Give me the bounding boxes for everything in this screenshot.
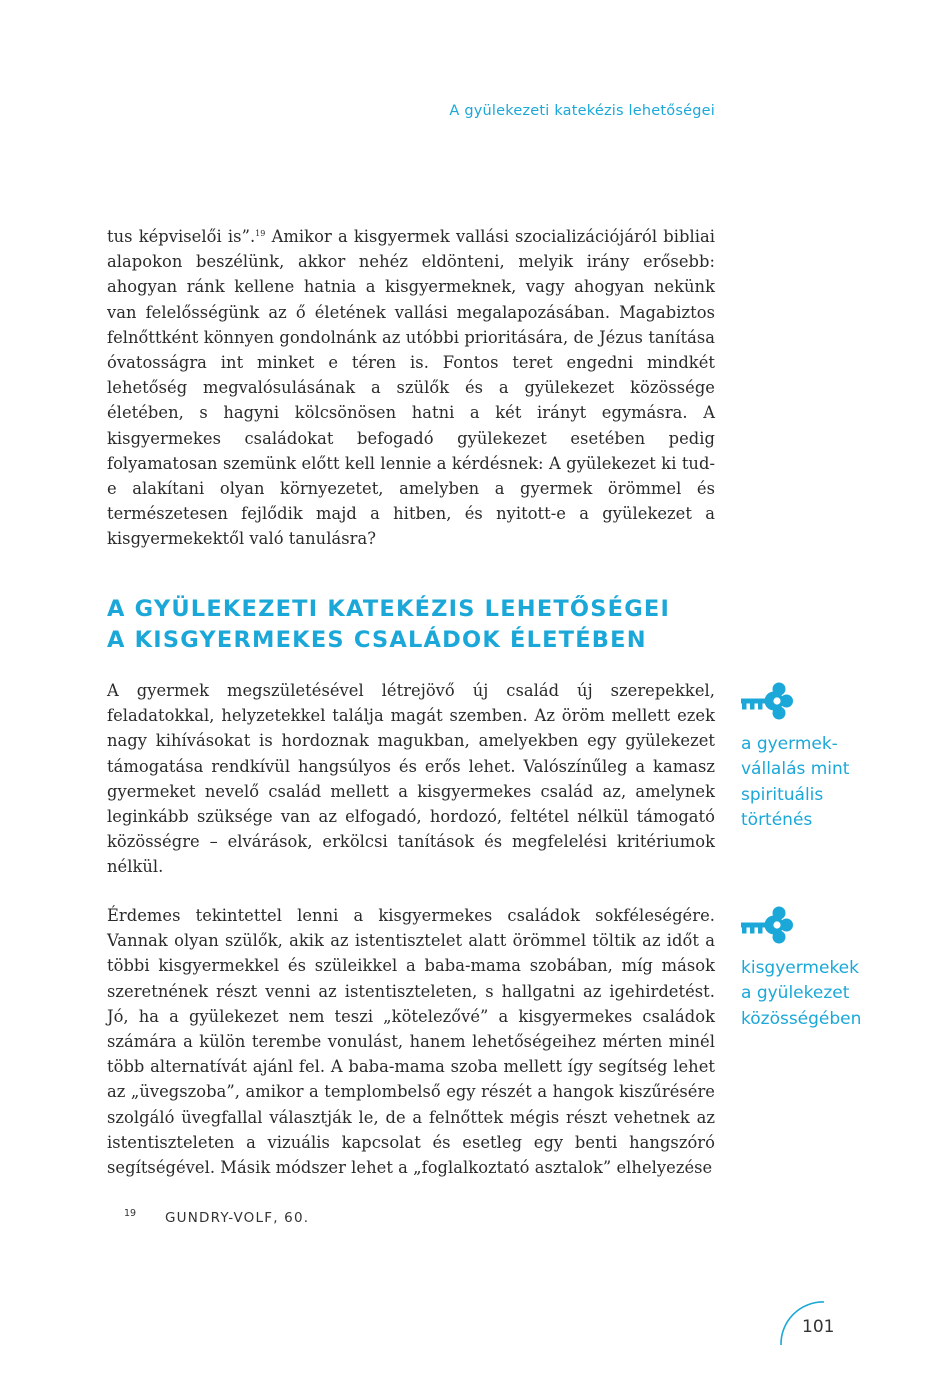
margin-note-text [741, 732, 916, 834]
body-paragraph-2 [107, 678, 715, 880]
margin-note-line: a gyermek- [741, 734, 838, 754]
section-heading [107, 594, 727, 656]
section-heading-line-1: A GYÜLEKEZETI KATEKÉZIS LEHETŐSÉGEI [107, 596, 671, 622]
footnote-number: 19 [124, 1208, 137, 1219]
margin-note-line: történés [741, 810, 813, 831]
body-paragraph-3 [107, 903, 715, 1180]
margin-note-line: közösségében [741, 1008, 862, 1029]
key-icon [741, 682, 793, 720]
margin-note [741, 682, 916, 834]
running-head: A gyülekezeti katekézis lehetőségei [449, 103, 715, 119]
margin-note-line: vállalás mint [741, 759, 850, 780]
paragraph-text: tus képviselői is”. [107, 227, 256, 246]
page-number: 101 [802, 1317, 835, 1337]
body-paragraph-1 [107, 224, 715, 552]
paragraph-text: A gyermek megszületésével létrejövő új család új szerepekkel, feladatokkal, helyzetekkel találja magát szemben. Az öröm mellett ezek nagy kihívásokat is hordoznak magukban, amelyekben egy gyülekezet támogatása rendkívül hangsúlyos és erős lehet. Valószínűleg a kamasz gyermeket nevelő család mellett a kisgyermekes család az, amelynek leginkább szüksége van az elfogadó, hordozó, feltétel nélkül támogató közösségre – elvárások, erkölcsi tanítások és megfelelési kritériumok nélkül. [107, 681, 715, 877]
key-icon [741, 906, 793, 944]
margin-note-text [741, 956, 916, 1032]
margin-note [741, 906, 916, 1032]
margin-note-line: spirituális [741, 784, 824, 805]
margin-note-line: kisgyermekek [741, 958, 859, 978]
margin-note-line: a gyülekezet [741, 983, 850, 1004]
footnote-reference: 19 [255, 229, 266, 238]
paragraph-text: Érdemes tekintettel lenni a kisgyermekes családok sokféleségére. Vannak olyan szülők, akik az istentisztelet alatt örömmel töltik az időt a többi kisgyermekkel és szüleikkel a baba-mama szobában, míg mások szeretnének részt venni az istentiszteleten, s hallgatni az igehirdetést. Jó, ha a gyülekezet nem teszi „kötelezővé” a kisgyermekes családok számára a külön terembe vonulást, hanem lehetőségeihez mérten minél több alternatívát ajánl fel. A baba-mama szoba mellett így segítség lehet az „üvegszoba”, amikor a templombelső egy részét a hangok kiszűrésére szolgáló üvegfallal választják le, de a felnőttek mégis részt vehetnek az istentiszteleten a vizuális kapcsolat és esetleg egy benti hangszóró segítségével. Másik módszer lehet a „foglalkoztató asztalok” elhelyezése [107, 906, 715, 1178]
paragraph-text: Amikor a kisgyermek vallási szocializációjáról bibliai alapokon beszélünk, akkor nehéz eldönteni, melyik irány erősebb: ahogyan ránk kellene hatnia a kisgyermeknek, vagy ahogyan nekünk van felelősségünk az ő életének vallási megalapozásában. Magabiztos felnőttként könnyen gondolnánk az utóbbi prioritására, de Jézus tanítása óvatosságra int minket e téren is. Fontos teret engedni mindkét lehetőség megvalósulásának a szülők és a gyülekezet közössége életében, s hagyni kölcsönösen hatni a két irányt egymásra. A kisgyermekes családokat befogadó gyülekezet esetében pedig folyamatosan szemünk előtt kell lennie a kérdésnek: A gyülekezet ki tud-e alakítani olyan környezetet, amelyben a gyermek örömmel és természetesen fejlődik majd a hitben, és nyitott-e a gyülekezet a kisgyermekektől való tanulásra? [107, 227, 715, 549]
section-heading-line-2: A KISGYERMEKES CSALÁDOK ÉLETÉBEN [107, 627, 647, 653]
footnote-text: GUNDRY-VOLF, 60. [165, 1210, 310, 1226]
